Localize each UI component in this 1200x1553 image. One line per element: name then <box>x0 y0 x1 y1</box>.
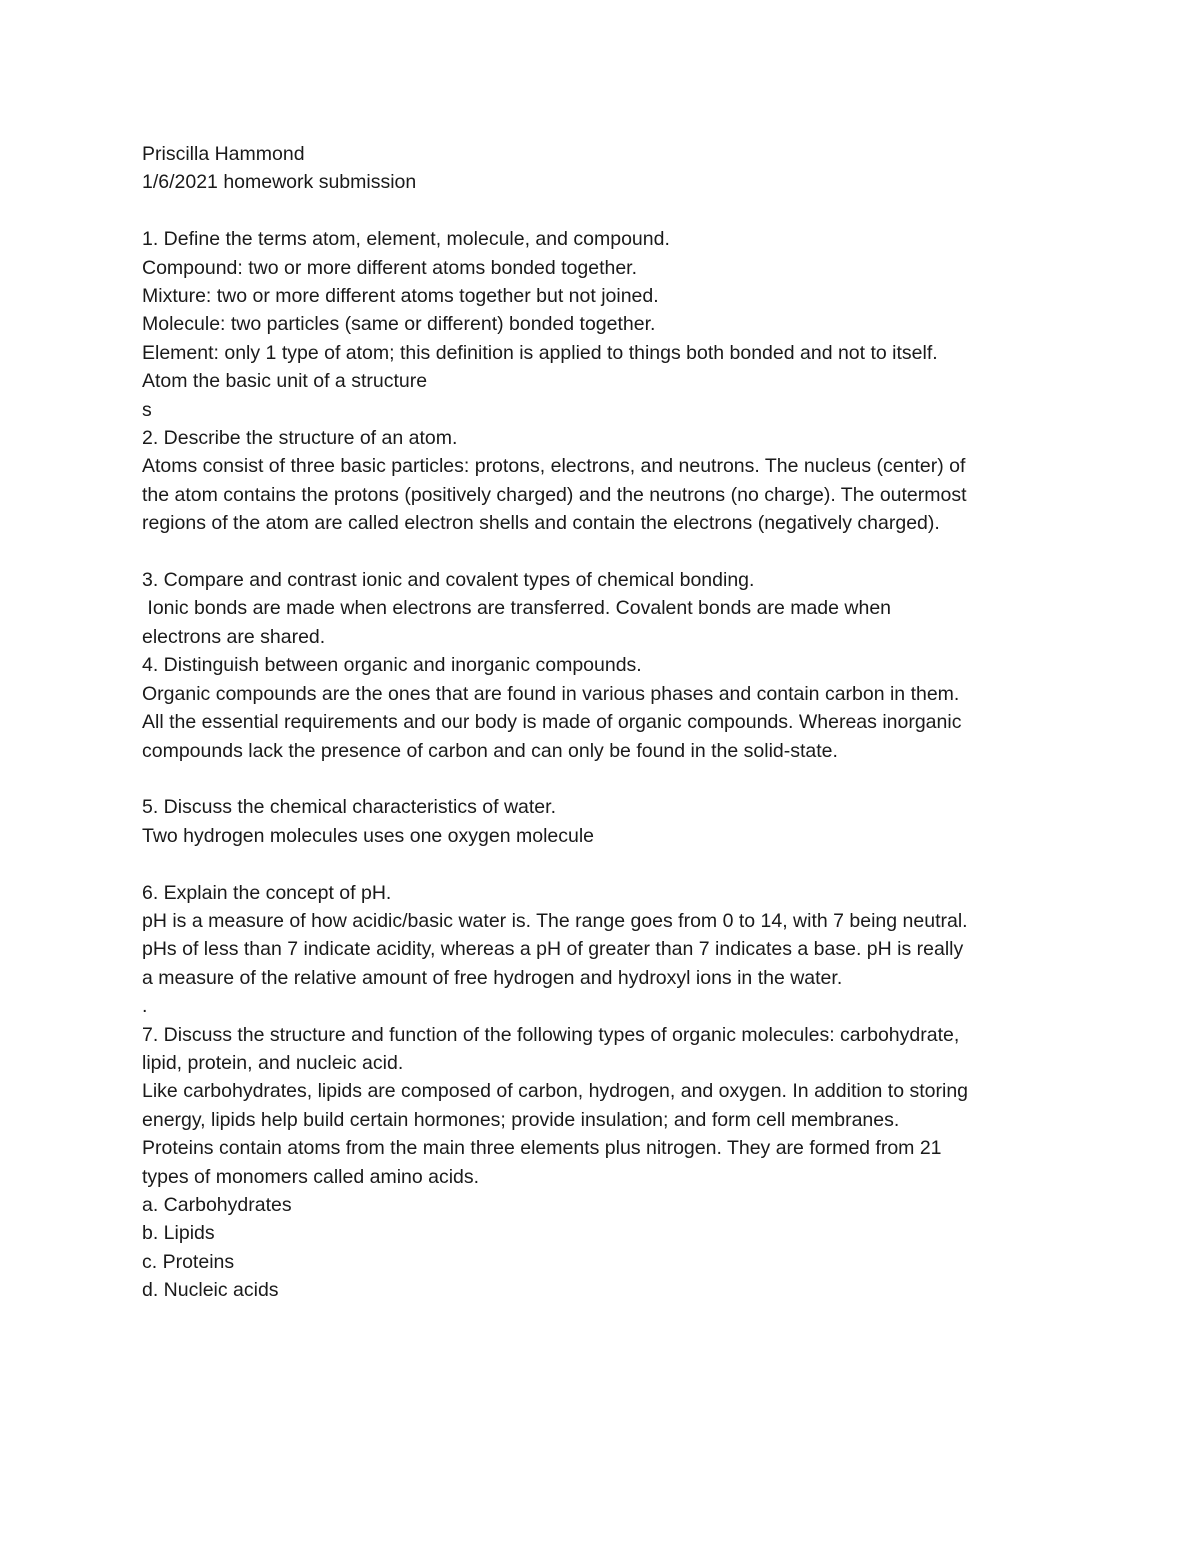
answer-6-line: pH is a measure of how acidic/basic water is. The range goes from 0 to 14, with 7 being neutral. <box>142 909 968 932</box>
answer-4-line: All the essential requirements and our body is made of organic compounds. Whereas inorganic <box>142 711 962 734</box>
author-name: Priscilla Hammond <box>142 143 305 165</box>
question-2: 2. Describe the structure of an atom. <box>142 427 458 450</box>
answer-7-line: Like carbohydrates, lipids are composed of carbon, hydrogen, and oxygen. In addition to storing <box>142 1080 969 1103</box>
list-item-lipids: b. Lipids <box>142 1222 215 1245</box>
blank-line <box>142 765 1082 793</box>
answer-7-line: energy, lipids help build certain hormones; provide insulation; and form cell membranes. <box>142 1108 900 1131</box>
answer-3-line: Ionic bonds are made when electrons are transferred. Covalent bonds are made when <box>142 597 892 620</box>
answer-7-line: types of monomers called amino acids. <box>142 1165 480 1188</box>
answer-4-line: Organic compounds are the ones that are found in various phases and contain carbon in them. <box>142 682 960 705</box>
answer-6-line: a measure of the relative amount of free hydrogen and hydroxyl ions in the water. <box>142 966 843 989</box>
answer-2-line: Atoms consist of three basic particles: protons, electrons, and neutrons. The nucleus (center) of <box>142 455 966 478</box>
answer-4-line: compounds lack the presence of carbon and can only be found in the solid-state. <box>142 739 838 762</box>
answer-2-line: the atom contains the protons (positively charged) and the neutrons (no charge). The outermost <box>142 483 967 506</box>
question-6: 6. Explain the concept of pH. <box>142 881 392 904</box>
blank-line <box>142 197 1082 225</box>
question-7: lipid, protein, and nucleic acid. <box>142 1051 404 1074</box>
answer-1-mixture: Mixture: two or more different atoms together but not joined. <box>142 285 659 308</box>
answer-2-line: regions of the atom are called electron shells and contain the electrons (negatively charged). <box>142 512 940 535</box>
question-5: 5. Discuss the chemical characteristics of water. <box>142 796 556 819</box>
question-3: 3. Compare and contrast ionic and covalent types of chemical bonding. <box>142 569 755 592</box>
list-item-proteins: c. Proteins <box>142 1250 235 1273</box>
list-item-carbohydrates: a. Carbohydrates <box>142 1193 292 1216</box>
answer-1-compound: Compound: two or more different atoms bonded together. <box>142 256 638 279</box>
list-item-nucleic-acids: d. Nucleic acids <box>142 1279 279 1302</box>
answer-1-atom: Atom the basic unit of a structure <box>142 370 428 393</box>
answer-5-line: Two hydrogen molecules uses one oxygen molecule <box>142 824 595 847</box>
answer-1-molecule: Molecule: two particles (same or different) bonded together. <box>142 313 656 336</box>
answer-7-line: Proteins contain atoms from the main three elements plus nitrogen. They are formed from 21 <box>142 1137 942 1160</box>
answer-3-line: electrons are shared. <box>142 625 326 648</box>
document-body <box>142 140 1082 1305</box>
answer-1-element: Element: only 1 type of atom; this definition is applied to things both bonded and not to itself. <box>142 341 938 364</box>
submission-date: 1/6/2021 homework submission <box>142 171 417 194</box>
blank-line <box>142 850 1082 878</box>
question-1: 1. Define the terms atom, element, molecule, and compound. <box>142 228 670 251</box>
answer-6-line: pHs of less than 7 indicate acidity, whereas a pH of greater than 7 indicates a base. pH is really <box>142 938 964 961</box>
question-4: 4. Distinguish between organic and inorganic compounds. <box>142 654 642 677</box>
answer-1-stray-char: s <box>142 398 152 421</box>
blank-line <box>142 538 1082 566</box>
question-7: 7. Discuss the structure and function of the following types of organic molecules: carbohydrate, <box>142 1023 960 1046</box>
answer-6-stray-dot: . <box>142 995 148 1018</box>
